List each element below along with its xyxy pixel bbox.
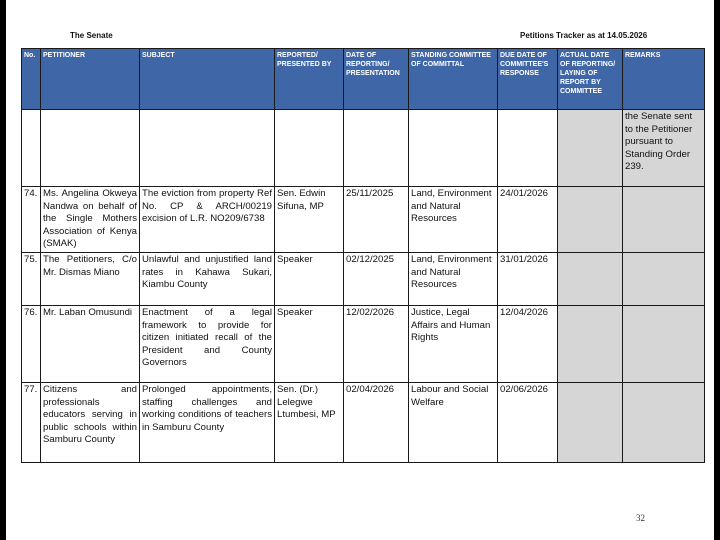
col-header-actual-date: ACTUAL DATE OF REPORTING/ LAYING OF REPORT BY COMMITTEE [558, 49, 623, 110]
row-subject: The eviction from property Ref No. CP & ARCH/00219 excision of L.R. NO209/6738 [140, 187, 275, 253]
row-subject: Prolonged appointments, staffing challenges and working conditions of teachers in Samburu County [140, 382, 275, 462]
row-remarks [623, 382, 705, 462]
row-date: 02/12/2025 [344, 252, 409, 305]
col-header-subject: SUBJECT [140, 49, 275, 110]
col-header-presented-by: REPORTED/ PRESENTED BY [275, 49, 344, 110]
row-petitioner: Ms. Angelina Okweya Nandwa on behalf of the Single Mothers Association of Kenya (SMAK) [41, 187, 140, 253]
row-no: 76. [22, 305, 41, 382]
header-institution: The Senate [70, 31, 113, 40]
row-date: 12/02/2026 [344, 305, 409, 382]
row-no: 77. [22, 382, 41, 462]
table-header-row [22, 49, 705, 110]
row-actual-date [558, 252, 623, 305]
row-petitioner: Citizens and professionals educators serving in public schools within Samburu County [41, 382, 140, 462]
row-subject: Unlawful and unjustified land rates in Kahawa Sukari, Kiambu County [140, 252, 275, 305]
table-row [22, 252, 705, 305]
row-due-date: 24/01/2026 [498, 187, 558, 253]
row-due-date: 02/06/2026 [498, 382, 558, 462]
row-date: 25/11/2025 [344, 187, 409, 253]
row-committee: Land, Environment and Natural Resources [409, 187, 498, 253]
row-committee: Justice, Legal Affairs and Human Rights [409, 305, 498, 382]
row-subject: Enactment of a legal framework to provide for citizen initiated recall of the President and County Governors [140, 305, 275, 382]
row-due-date: 12/04/2026 [498, 305, 558, 382]
row-remarks [623, 252, 705, 305]
col-header-remarks: REMARKS [623, 49, 705, 110]
row-due-date: 31/01/2026 [498, 252, 558, 305]
row-petitioner: The Petitioners, C/o Mr. Dismas Miano [41, 252, 140, 305]
row-presented-by: Sen. (Dr.) Lelegwe Ltumbesi, MP [275, 382, 344, 462]
col-header-due-date: DUE DATE OF COMMITTEE'S RESPONSE [498, 49, 558, 110]
row-presented-by: Sen. Edwin Sifuna, MP [275, 187, 344, 253]
row-presented-by: Speaker [275, 305, 344, 382]
row-remarks [623, 187, 705, 253]
col-header-date: DATE OF REPORTING/ PRESENTATION [344, 49, 409, 110]
row-committee: Labour and Social Welfare [409, 382, 498, 462]
row-no: 75. [22, 252, 41, 305]
row-actual-date [558, 305, 623, 382]
col-header-petitioner: PETITIONER [41, 49, 140, 110]
row-presented-by: Speaker [275, 252, 344, 305]
petitions-table [21, 48, 705, 463]
header-tracker-title: Petitions Tracker as at 14.05.2026 [520, 31, 648, 40]
col-header-no: No. [22, 49, 41, 110]
row-no: 74. [22, 187, 41, 253]
table-row [22, 305, 705, 382]
col-header-committee: STANDING COMMITTEE OF COMMITTAL [409, 49, 498, 110]
row-actual-date [558, 187, 623, 253]
remarks-cell: the Senate sent to the Petitioner pursuant to Standing Order 239. [623, 110, 705, 187]
table-row [22, 187, 705, 253]
page-number: 32 [636, 513, 645, 523]
row-actual-date [558, 382, 623, 462]
table-row [22, 382, 705, 462]
row-committee: Land, Environment and Natural Resources [409, 252, 498, 305]
row-petitioner: Mr. Laban Omusundi [41, 305, 140, 382]
document-page [6, 0, 714, 540]
table-row-continuation [22, 110, 705, 187]
row-date: 02/04/2026 [344, 382, 409, 462]
row-remarks [623, 305, 705, 382]
